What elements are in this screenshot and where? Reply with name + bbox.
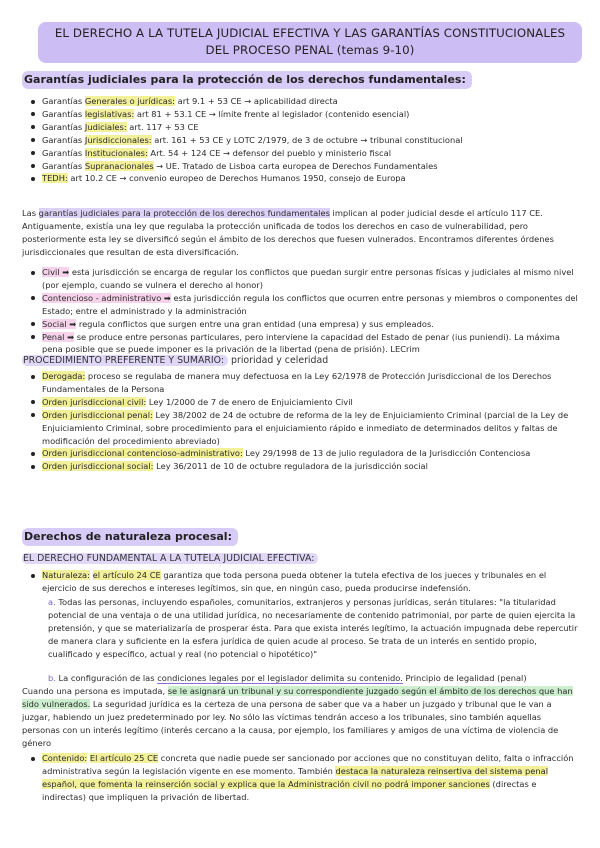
list-item: Garantías Supranacionales → UE. Tratado de Lisboa carta europea de Derechos Fundamentales — [24, 160, 584, 173]
list-item: Garantías Jurisdiccionales: art. 161 + 53 CE y LOTC 2/1979, de 3 de octubre → tribunal constitucional — [24, 134, 584, 147]
subheading-tutela-judicial: EL DERECHO FUNDAMENTAL A LA TUTELA JUDICIAL EFECTIVA: — [22, 552, 318, 566]
list-item: Garantías Judiciales: art. 117 + 53 CE — [24, 121, 584, 134]
list-item: TEDH: art 10.2 CE → convenio europeo de Derechos Humanos 1950, consejo de Europa — [24, 172, 584, 185]
list-item: Garantías Generales o jurídicas: art 9.1 + 53 CE → aplicabilidad directa — [24, 95, 584, 108]
orders-list — [24, 266, 580, 356]
list-item: Orden jurisdiccional social: Ley 36/2011 de 10 de octubre reguladora de la jurisdicción social — [24, 460, 580, 473]
contenido-list — [24, 752, 580, 804]
list-item: Garantías legislativas: art 81 + 53.1 CE → límite frente al legislador (contenido esencial) — [24, 108, 584, 121]
item-a: a. Todas las personas, incluyendo españoles, comunitarios, extranjeros y personas jurídicas, serán titulares: "la titularidad potencial de una ventaja o de una utilidad jurídica, no necesariamente de contenido patrimonial, por parte de quien ejercita la pretensión, y que se materializaría de prosperar ésta. Para que exista interés legítimo, la actuación impugnada debe repercutir de manera clara y suficiente en la esfera jurídica de quien acude al proceso. Se trata de un interés en sentido propio, cualificado y específico, actual y real (no potencial o hipotético)" — [48, 597, 578, 659]
paragraph-garantias: Las garantías judiciales para la protección de los derechos fundamentales implican al poder judicial desde el artículo 117 CE. Antiguamente, existía una ley que regulaba la protección unificada de todos los derechos en caso de vulnerabilidad, pero posteriormente esta ley se diversificó según el ámbito de los derechos que fuesen vulnerados. Encontramos diferentes órdenes jurisdiccionales que resultan de esta diversificación. — [22, 208, 554, 257]
list-item: Derogada: proceso se regulaba de manera muy defectuosa en la Ley 62/1978 de Protección Jurisdiccional de los Derechos Fundamentales de la Persona — [24, 370, 580, 396]
section-heading-garantias: Garantías judiciales para la protección de los derechos fundamentales: — [22, 71, 472, 89]
list-item: Contencioso - administrativo ➡ esta jurisdicción regula los conflictos que ocurren entre personas y miembros o componentes del Estado; entre el administrado y la administración — [24, 292, 580, 318]
list-item: Naturaleza: el artículo 24 CE garantiza que toda persona pueda obtener la tutela efectiva de los jueces y tribunales en el ejercicio de sus derechos e intereses legítimos, sin que, en ningún caso, pueda producirse indefensión. — [24, 569, 580, 595]
item-b: b. La configuración de las condiciones legales por el legislador delimita su contenido. Principio de legalidad (penal) — [48, 673, 527, 683]
list-item: Contenido: El artículo 25 CE concreta que nadie puede ser sancionado por acciones que no constituyan delito, falta o infracción administrativa según la legislación vigente en ese momento. También destaca la naturaleza reinsertiva del sistema penal español, que fomenta la reinserción social y explica que la Administración civil no podrá imponer sanciones (directas e indirectas) que impliquen la privación de libertad. — [24, 752, 580, 804]
list-item: Social ➡ regula conflictos que surgen entre una gran entidad (una empresa) y sus empleados. — [24, 318, 580, 331]
list-item: Civil ➡ esta jurisdicción se encarga de regular los conflictos que puedan surgir entre personas físicas y judiciales al mismo nivel (por ejemplo, cuando se vulnera el derecho al honor) — [24, 266, 580, 292]
list-item: Penal ➡ se produce entre personas particulares, pero interviene la capacidad del Estado de penar (ius puniendi). La máxima pena posible que se puede imponer es la privación de la libertad (pena de prisión). LECrim — [24, 331, 580, 357]
list-item: Orden jurisdiccional contencioso-administrativo: Ley 29/1998 de 13 de julio reguladora de la Jurisdicción Contenciosa — [24, 447, 580, 460]
naturaleza-list — [24, 569, 580, 595]
list-item: Orden jurisdiccional civil: Ley 1/2000 de 7 de enero de Enjuiciamiento Civil — [24, 396, 580, 409]
procedimiento-list — [24, 370, 580, 473]
paragraph-imputada: Cuando una persona es imputada, se le asignará un tribunal y su correspondiente juzgado según el ámbito de los derechos que han sido vulnerados. La seguridad jurídica es la certeza de una persona de saber que va a haber un juzgado y tribunal que le van a juzgar, habiendo un juez predeterminado por ley. No sólo las víctimas tendrán acceso a los tribunales, sino también aquellas personas con un interés legítimo (interés cercano a la causa, por ejemplo, los familiares y amigos de una víctima de violencia de género — [22, 686, 573, 748]
garantias-list — [24, 95, 584, 185]
page-title: EL DERECHO A LA TUTELA JUDICIAL EFECTIVA Y LAS GARANTÍAS CONSTITUCIONALES DEL PROCESO PENAL (temas 9-10) — [38, 22, 582, 63]
section-heading-derechos-procesales: Derechos de naturaleza procesal: — [22, 528, 238, 546]
section-heading-procedimiento: PROCEDIMIENTO PREFERENTE Y SUMARIO: prioridad y celeridad — [23, 355, 329, 366]
list-item: Garantías Institucionales: Art. 54 + 124 CE → defensor del pueblo y ministerio fiscal — [24, 147, 584, 160]
list-item: Orden jurisdiccional penal: Ley 38/2002 de 24 de octubre de reforma de la ley de Enjuiciamiento Criminal (parcial de la Ley de Enjuiciamiento Criminal, sobre procedimiento para el enjuiciamiento rápido e inmediato de determinados delitos y faltas de modificación del procedimiento abreviado) — [24, 409, 580, 448]
